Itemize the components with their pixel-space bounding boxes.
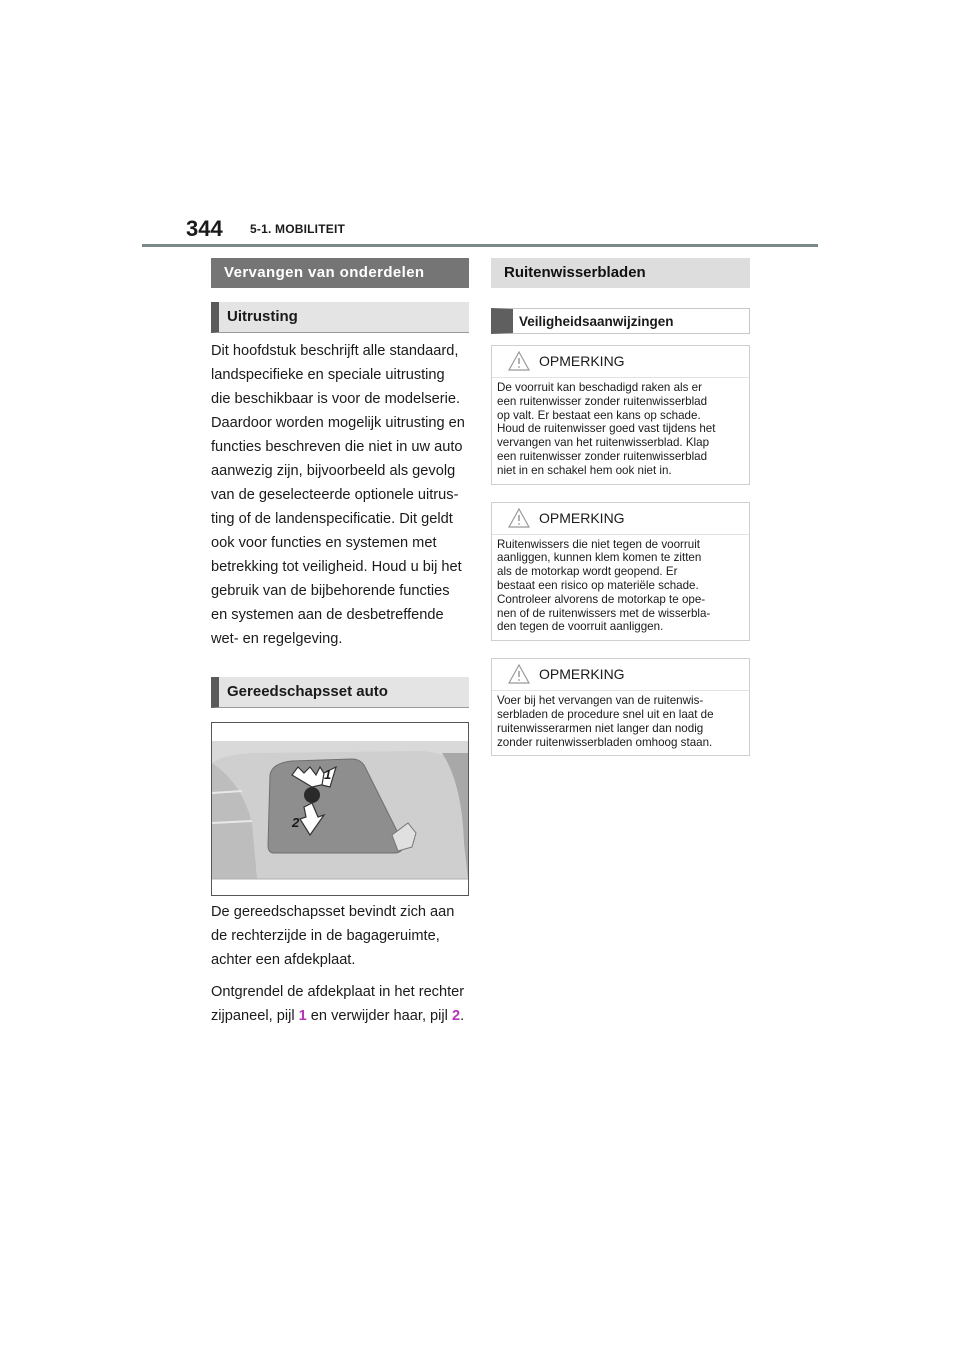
note-text [492, 378, 749, 484]
left-column [211, 258, 469, 1028]
para-line: Ontgrendel de afdekplaat in het rechter [211, 984, 465, 1000]
note-title: OPMERKING [539, 509, 625, 526]
note-line: op valt. Er bestaat een kans op schade. [497, 408, 701, 422]
note-title: OPMERKING [539, 666, 625, 683]
para-line: en systemen aan de desbetreffende [211, 607, 444, 623]
note-line: vervangen van het ruitenwisserblad. Klap [497, 436, 710, 450]
para-line: wet- en regelgeving. [211, 631, 343, 647]
note-line: nen of de ruitenwissers met de wisserbla- [497, 606, 711, 620]
paragraph-uitrusting [211, 339, 469, 651]
arrow-2-label: 2 [292, 815, 300, 830]
note-line: Houd de ruitenwisser goed vast tijdens het [497, 422, 716, 436]
note-line: serbladen de procedure snel uit en laat de [497, 707, 714, 721]
note-box-2 [491, 502, 750, 642]
para-line: van de geselecteerde optionele uitrus- [211, 487, 459, 503]
heading-vervangen: Vervangen van onderdelen [211, 258, 469, 288]
trunk-illustration [211, 722, 469, 896]
note-header [492, 346, 749, 378]
para-line: gebruik van de bijbehorende functies [211, 583, 450, 599]
para-line: betrekking tot veiligheid. Houd u bij het [211, 559, 462, 575]
note-line: De voorruit kan beschadigd raken als er [497, 381, 702, 394]
note-text [492, 691, 749, 755]
para-line: Dit hoofdstuk beschrijft alle standaard, [211, 343, 459, 359]
note-text [492, 535, 749, 641]
heading-gereedschapsset: Gereedschapsset auto [211, 677, 469, 708]
note-line: een ruitenwisser zonder ruitenwisserblad [497, 394, 708, 408]
page-number: 344 [186, 216, 223, 241]
arrow-1-ref: 1 [298, 1008, 307, 1024]
text-segment: en verwijder haar, pijl [306, 1008, 452, 1024]
para-line: de rechterzijde in de bagageruimte, [211, 928, 440, 944]
note-line: den tegen de voorruit aanliggen. [497, 620, 664, 634]
heading-ruitenwisserbladen: Ruitenwisserbladen [491, 258, 750, 288]
para-line: landspecifieke en speciale uitrusting [211, 367, 445, 383]
note-line: zonder ruitenwisserbladen omhoog staan. [497, 735, 713, 749]
arrow-1-label: 1 [324, 767, 332, 782]
note-line: Ruitenwissers die niet tegen de voorruit [497, 537, 700, 551]
para-line: ook voor functies en systemen met [211, 535, 437, 551]
para-line: aanwezig zijn, bijvoorbeeld als gevolg [211, 463, 456, 479]
heading-veiligheid: Veiligheidsaanwijzingen [491, 308, 750, 334]
note-box-1 [491, 345, 750, 485]
note-line: aanliggen, kunnen klem komen te zitten [497, 551, 702, 565]
note-header [492, 659, 749, 691]
text-segment: . [460, 1008, 465, 1024]
heading-uitrusting: Uitrusting [211, 302, 469, 333]
para-line: ting of de landenspecificatie. Dit geldt [211, 511, 453, 527]
note-header [492, 503, 749, 535]
arrow-2-ref: 2 [451, 1008, 461, 1024]
note-line: bestaat een risico op materiële schade. [497, 578, 699, 592]
warning-triangle-icon [508, 664, 530, 684]
note-line: een ruitenwisser zonder ruitenwisserblad [497, 449, 708, 463]
para-line: achter een afdekplaat. [211, 952, 356, 968]
paragraph-location [211, 900, 469, 972]
warning-triangle-icon [508, 508, 530, 528]
note-title: OPMERKING [539, 353, 625, 369]
note-line: Voer bij het vervangen van de ruitenwis- [497, 694, 704, 708]
note-line: niet in en schakel hem ook niet in. [497, 463, 672, 477]
note-line: ruitenwisserarmen niet langer dan nodig [497, 721, 704, 735]
text-segment: zijpaneel, pijl [211, 1008, 299, 1024]
header-rule [142, 244, 818, 247]
section-label: 5-1. MOBILITEIT [250, 222, 346, 236]
trunk-panel-drawing [212, 723, 468, 895]
para-line: Daardoor worden mogelijk uitrusting en [211, 415, 465, 431]
note-line: als de motorkap wordt geopend. Er [497, 565, 678, 579]
warning-triangle-icon [508, 351, 530, 371]
paragraph-unlock [211, 980, 469, 1028]
right-column [491, 258, 750, 756]
para-line [211, 1004, 469, 1028]
para-line: functies beschreven die niet in uw auto [211, 439, 463, 455]
para-line: die beschikbaar is voor de modelserie. [211, 391, 461, 407]
note-box-3 [491, 658, 750, 756]
para-line: De gereedschapsset bevindt zich aan [211, 904, 455, 920]
note-line: Controleer alvorens de motorkap te ope- [497, 592, 706, 606]
